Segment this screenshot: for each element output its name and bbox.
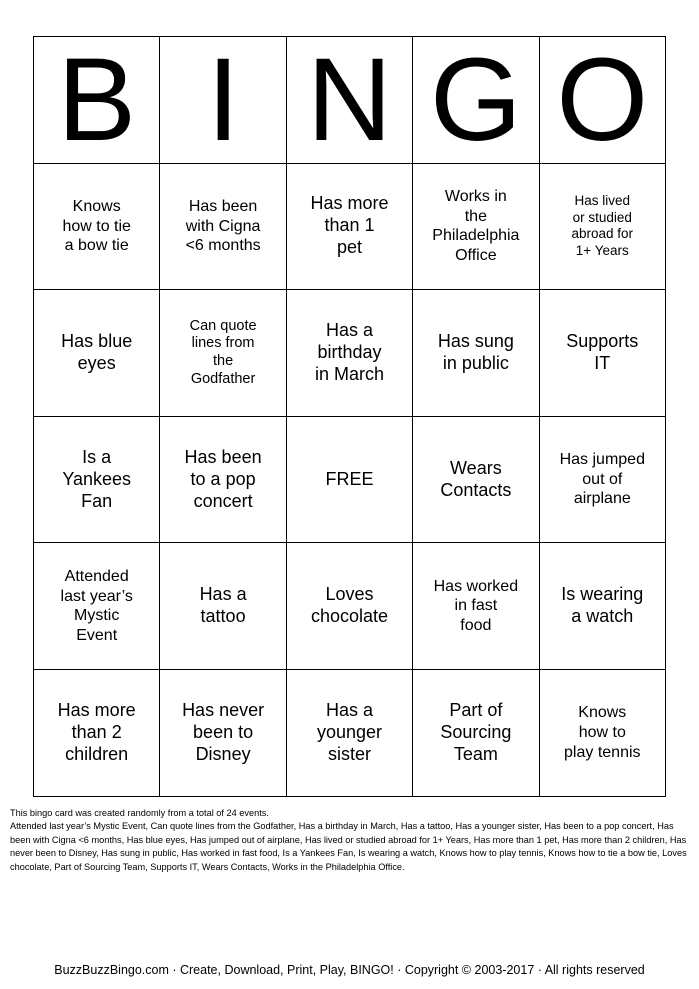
bingo-cell — [34, 290, 160, 417]
header-letter-o: O — [539, 37, 665, 164]
cell-text: Has been to a pop concert — [184, 446, 262, 511]
cell-text: Has a birthday in March — [314, 320, 384, 384]
bingo-cell — [286, 163, 412, 290]
bingo-row — [34, 416, 666, 543]
free-space-cell — [286, 416, 412, 543]
header-letter-n: N — [286, 37, 412, 164]
bingo-row — [34, 290, 666, 417]
footer-copyright: BuzzBuzzBingo.com · Create, Download, Print, Play, BINGO! · Copyright © 2003-2017 · All rights reserved — [54, 963, 645, 977]
bingo-row — [34, 163, 666, 290]
bingo-cell — [160, 669, 286, 796]
bingo-row — [34, 669, 666, 796]
cell-text: Wears Contacts — [440, 457, 512, 500]
bingo-card — [33, 33, 666, 797]
cell-text: Has a tattoo — [199, 584, 247, 627]
cell-text: Works in the Philadelphia Office — [432, 188, 520, 264]
bingo-cell — [286, 290, 412, 417]
cell-text: Has worked in fast food — [433, 577, 519, 634]
bingo-cell — [539, 416, 665, 543]
bingo-cell — [34, 669, 160, 796]
cell-text: Has blue eyes — [61, 331, 133, 373]
bingo-row — [34, 543, 666, 670]
bingo-cell — [539, 290, 665, 417]
cell-text: Has never been to Disney — [182, 699, 265, 764]
cell-text: Is wearing a watch — [561, 584, 644, 627]
bingo-cell — [413, 669, 539, 796]
free-space-label: FREE — [325, 468, 374, 489]
events-summary: This bingo card was created randomly from a total of 24 events. — [10, 808, 269, 818]
bingo-cell — [539, 163, 665, 290]
cell-text: Knows how to play tennis — [564, 704, 641, 761]
cell-text: Can quote lines from the Godfather — [189, 317, 257, 387]
header-letter-b: B — [34, 37, 160, 164]
cell-text: Has more than 1 pet — [310, 193, 389, 258]
cell-text: Has lived or studied abroad for 1+ Years — [571, 193, 634, 258]
bingo-cell — [286, 669, 412, 796]
cell-text: Supports IT — [566, 331, 639, 373]
cell-text: Has been with Cigna <6 months — [185, 198, 261, 255]
bingo-cell — [286, 543, 412, 670]
bingo-cell — [539, 669, 665, 796]
cell-text: Is a Yankees Fan — [62, 446, 132, 511]
bingo-header-row — [34, 37, 666, 164]
bingo-cell — [160, 543, 286, 670]
bingo-cell — [160, 416, 286, 543]
bingo-cell — [413, 290, 539, 417]
header-letter-g: G — [413, 37, 539, 164]
bingo-cell — [34, 416, 160, 543]
cell-text: Part of Sourcing Team — [440, 699, 512, 764]
events-info — [10, 807, 690, 874]
bingo-cell — [539, 543, 665, 670]
cell-text: Has sung in public — [437, 331, 514, 373]
bingo-cell — [160, 290, 286, 417]
bingo-cell — [413, 163, 539, 290]
cell-text: Has jumped out of airplane — [559, 451, 645, 508]
bingo-cell — [34, 163, 160, 290]
cell-text: Has more than 2 children — [57, 699, 136, 764]
cell-text: Attended last year’s Mystic Event — [60, 568, 133, 644]
events-list: Attended last year’s Mystic Event, Can quote lines from the Godfather, Has a birthday in March, Has a tattoo, Has a younger sister, Has been to a pop concert, Has been with Cigna <6 months, Has blue eyes, Has jumped out of airplane, Has lived or studied abroad for 1+ Years, Has more than 1 pet, Has more than 2 children, Has never been to Disney, Has sung in public, Has worked in fast food, Is a Yankees Fan, Is wearing a watch, Knows how to play tennis, Knows how to tie a bow tie, Loves chocolate, Part of Sourcing Team, Supports IT, Wears Contacts, Works in the Philadelphia Office. — [10, 821, 687, 872]
cell-text: Knows how to tie a bow tie — [62, 198, 131, 255]
bingo-cell — [413, 543, 539, 670]
bingo-cell — [413, 416, 539, 543]
bingo-cell — [34, 543, 160, 670]
cell-text: Loves chocolate — [310, 584, 388, 627]
cell-text: Has a younger sister — [316, 699, 382, 764]
header-letter-i: I — [160, 37, 286, 164]
bingo-cell — [160, 163, 286, 290]
